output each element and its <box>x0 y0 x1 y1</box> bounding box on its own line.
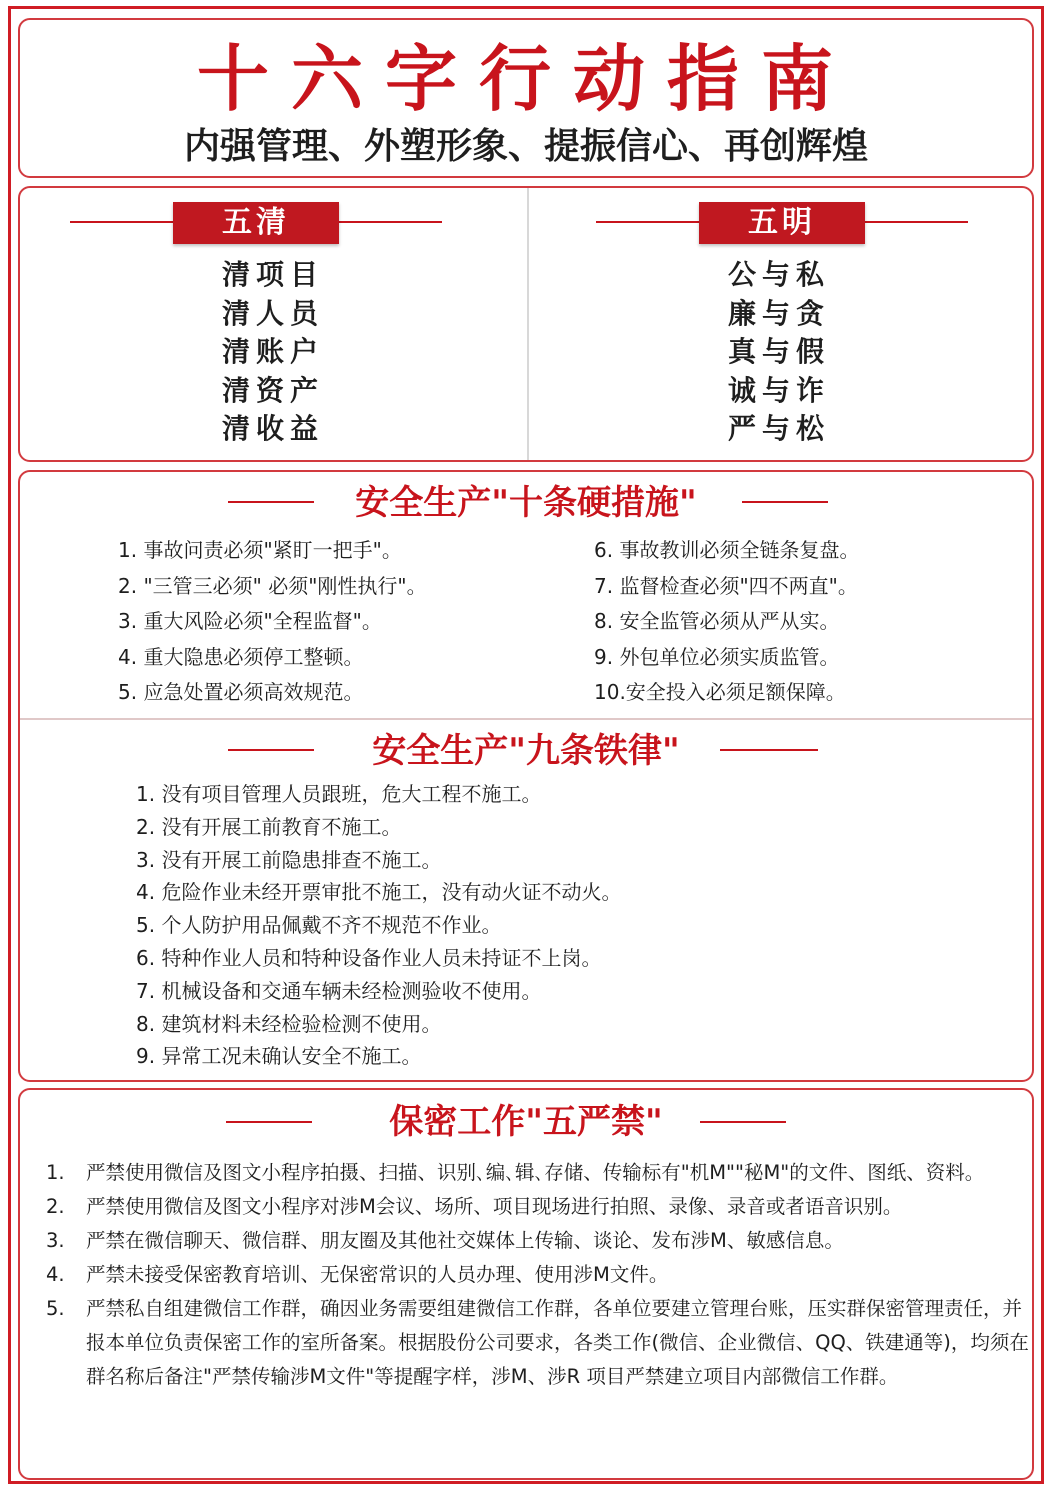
item-text: 严禁使用微信及图文小程序拍摄、扫描、识别､编､辑､存储、传输标有"机M""秘M"的文件、图纸、资料。 <box>86 1161 985 1184</box>
list-item: 6. 特种作业人员和特种设备作业人员未持证不上岗。 <box>136 945 602 970</box>
ten-measures-left-list <box>118 533 427 711</box>
list-item: 3. 重大风险必须"全程监督"。 <box>118 609 382 633</box>
list-item: 1. 事故问责必须"紧盯一把手"。 <box>118 538 402 562</box>
five-bans-list <box>46 1156 1032 1394</box>
five-bans-title: 保密工作"五严禁" <box>389 1102 663 1142</box>
wuqing-column <box>20 188 526 460</box>
section-divider <box>20 718 1032 720</box>
item-number: 4. <box>46 1263 65 1286</box>
list-item: 6. 事故教训必须全链条复盘。 <box>594 538 860 562</box>
list-item: 2. "三管三必须" 必须"刚性执行"。 <box>118 573 427 598</box>
list-item: 清收益 <box>221 412 324 445</box>
nine-rules-title: 安全生产"九条铁律" <box>372 731 680 771</box>
safety-panel <box>18 470 1034 1082</box>
list-item: 5. 个人防护用品佩戴不齐不规范不作业。 <box>136 913 502 938</box>
wuming-column <box>526 188 1032 460</box>
list-item <box>46 1258 1032 1292</box>
list-item <box>46 1292 1032 1394</box>
item-number: 2. <box>46 1195 65 1218</box>
header-panel <box>18 18 1034 178</box>
list-item <box>46 1190 1032 1224</box>
poster-title: 十六字行动指南 <box>196 36 855 121</box>
ten-measures-title: 安全生产"十条硬措施" <box>355 483 697 523</box>
ten-measures-right-list <box>594 533 859 711</box>
list-item: 廉与贪 <box>727 296 830 330</box>
item-text: 严禁使用微信及图文小程序对涉M会议、场所、项目现场进行拍照、录像、录音或者语音识别。 <box>86 1195 903 1218</box>
wuqing-badge: 五清 <box>173 202 339 244</box>
wuming-list <box>526 256 1032 449</box>
list-item <box>46 1156 1032 1190</box>
item-number: 3. <box>46 1229 65 1252</box>
list-item: 1. 没有项目管理人员跟班，危大工程不施工。 <box>136 782 542 806</box>
list-item: 8. 安全监管必须从严从实。 <box>594 609 840 633</box>
list-item: 清资产 <box>221 373 324 407</box>
item-text: 严禁在微信聊天、微信群、朋友圈及其他社交媒体上传输、谈论、发布涉M、敏感信息。 <box>86 1229 844 1252</box>
secrecy-panel <box>18 1088 1034 1480</box>
list-item: 4. 危险作业未经开票审批不施工，没有动火证不动火。 <box>136 880 622 905</box>
list-item: 2. 没有开展工前教育不施工。 <box>136 814 402 839</box>
list-item: 7. 机械设备和交通车辆未经检测验收不使用。 <box>136 978 542 1003</box>
list-item: 9. 异常工况未确认安全不施工。 <box>136 1044 422 1069</box>
item-number: 1. <box>46 1161 65 1184</box>
list-item <box>46 1224 1032 1258</box>
item-text: 严禁私自组建微信工作群，确因业务需要组建微信工作群，各单位要建立管理台账，压实群保密管理责任，并报本单位负责保密工作的室所备案。根据股份公司要求，各类工作(微信、企业微信、QQ、铁建通等)，均须在群名称后备注"严禁传输涉M文件"等提醒字样，涉M、涉R 项目严禁建立项目内部微信工作群。 <box>86 1297 1029 1388</box>
principles-panel <box>18 186 1034 462</box>
list-item: 公与私 <box>727 258 830 291</box>
list-item: 严与松 <box>727 412 830 445</box>
list-item: 5. 应急处置必须高效规范。 <box>118 680 364 704</box>
item-text: 严禁未接受保密教育培训、无保密常识的人员办理、使用涉M文件。 <box>86 1263 669 1286</box>
poster-subtitle: 内强管理、外塑形象、提振信心、再创辉煌 <box>183 126 868 167</box>
list-item: 清项目 <box>221 258 324 291</box>
list-item: 9. 外包单位必须实质监管。 <box>594 644 840 669</box>
item-number: 5. <box>46 1297 65 1320</box>
list-item: 3. 没有开展工前隐患排查不施工。 <box>136 847 442 872</box>
list-item: 清人员 <box>221 296 324 330</box>
list-item: 4. 重大隐患必须停工整顿。 <box>118 644 364 669</box>
wuming-badge: 五明 <box>699 202 865 244</box>
list-item: 8. 建筑材料未经检验检测不使用。 <box>136 1011 442 1036</box>
list-item: 诚与诈 <box>727 373 830 407</box>
list-item: 10.安全投入必须足额保障。 <box>594 680 846 704</box>
list-item: 清账户 <box>221 335 324 368</box>
list-item: 7. 监督检查必须"四不两直"。 <box>594 573 858 598</box>
nine-rules-list <box>136 778 621 1073</box>
list-item: 真与假 <box>727 335 830 368</box>
wuqing-list <box>20 256 526 449</box>
